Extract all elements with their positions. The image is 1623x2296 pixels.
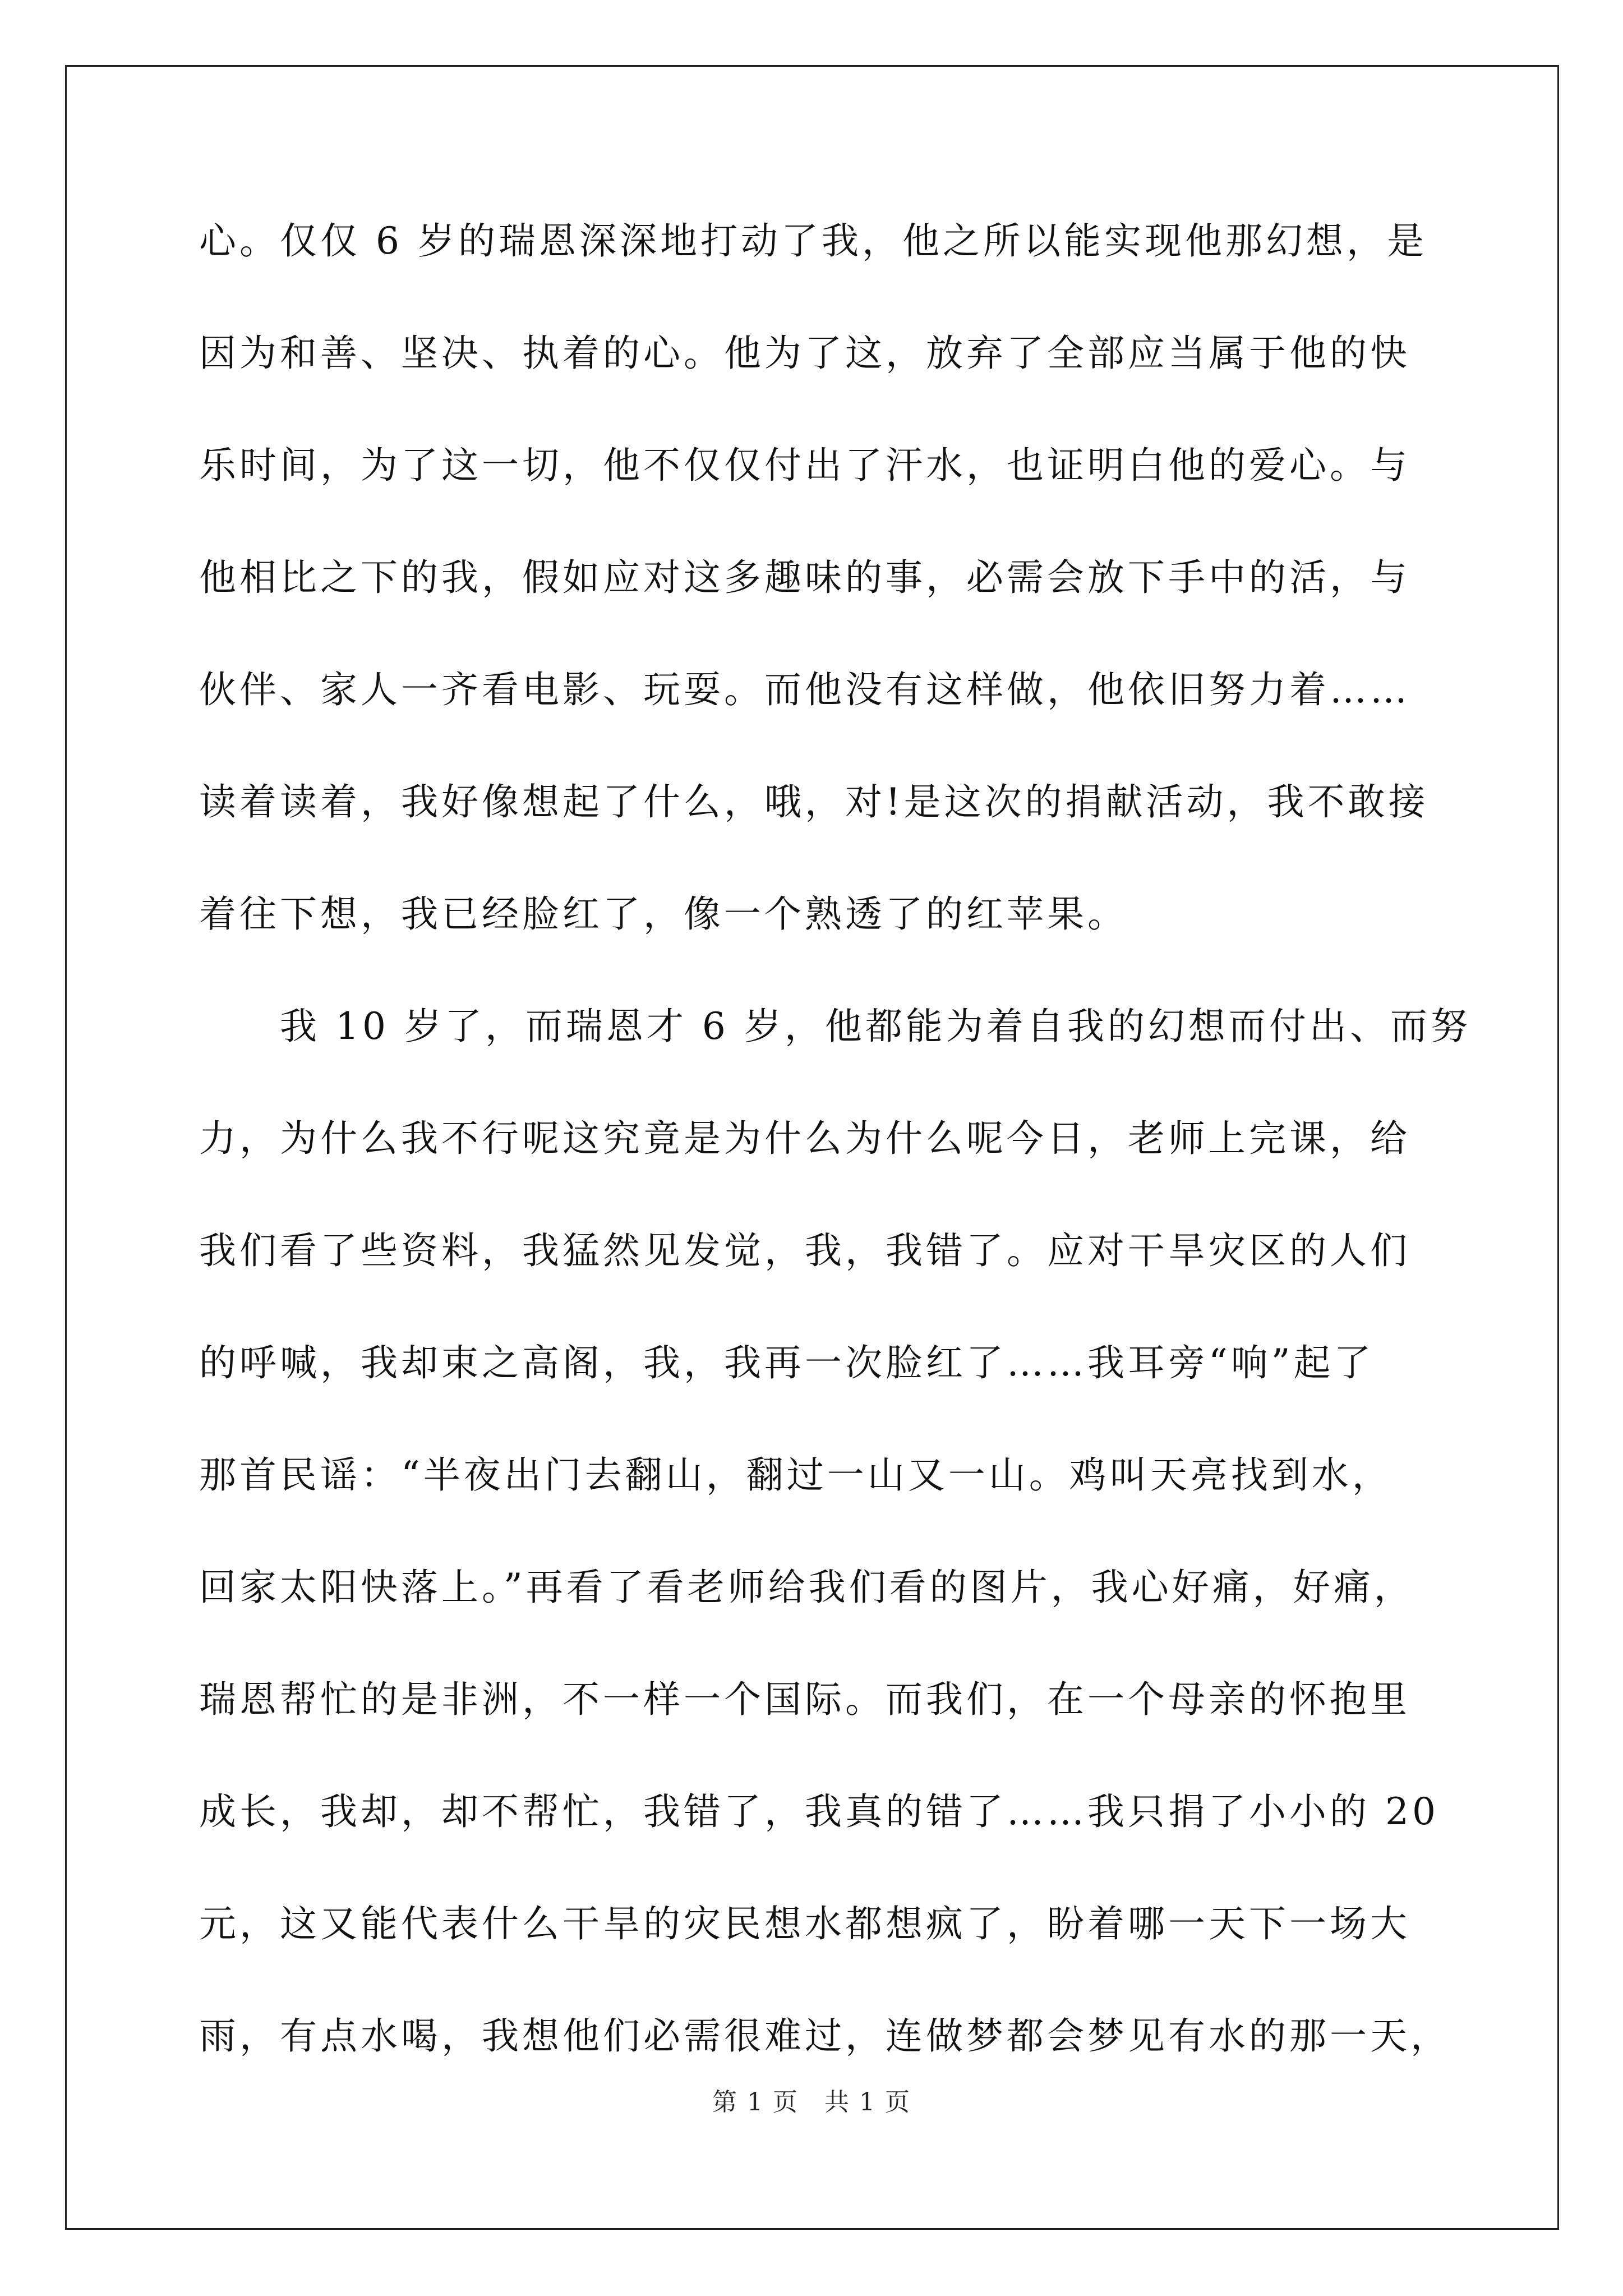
text-line: 的呼喊，我却束之高阁，我，我再一次脸红了……我耳旁“响”起了 <box>199 1341 1375 1384</box>
text-line: 雨，有点水喝，我想他们必需很难过，连做梦都会梦见有水的那一天， <box>199 2014 1451 2058</box>
page-number-footer: 第 1 页 共 1 页 <box>712 2088 911 2116</box>
text-line: 着往下想，我已经脸红了，像一个熟透了的红苹果。 <box>199 892 1128 936</box>
text-line: 乐时间，为了这一切，他不仅仅付出了汗水，也证明白他的爱心。与 <box>199 444 1410 487</box>
text-line: 力，为什么我不行呢这究竟是为什么为什么呢今日，老师上完课，给 <box>199 1117 1410 1160</box>
text-line: 他相比之下的我，假如应对这多趣味的事，必需会放下手中的活，与 <box>199 556 1410 599</box>
text-line: 元，这又能代表什么干旱的灾民想水都想疯了，盼着哪一天下一场大 <box>199 1902 1410 1945</box>
text-line: 那首民谣：“半夜出门去翻山，翻过一山又一山。鸡叫天亮找到水， <box>199 1453 1393 1497</box>
text-line: 因为和善、坚决、执着的心。他为了这，放弃了全部应当属于他的快 <box>199 332 1410 375</box>
text-line: 读着读着，我好像想起了什么，哦，对!是这次的捐献活动，我不敢接 <box>199 780 1429 823</box>
text-line: 伙伴、家人一齐看电影、玩耍。而他没有这样做，他依旧努力着…… <box>199 668 1410 711</box>
text-line: 成长，我却，却不帮忙，我错了，我真的错了……我只捐了小小的 20 <box>199 1790 1439 1833</box>
text-line: 瑞恩帮忙的是非洲，不一样一个国际。而我们，在一个母亲的怀抱里 <box>199 1678 1410 1721</box>
text-line: 心。仅仅 6 岁的瑞恩深深地打动了我，他之所以能实现他那幻想，是 <box>199 219 1427 263</box>
text-line: 回家太阳快落上。”再看了看老师给我们看的图片，我心好痛，好痛， <box>199 1566 1414 1609</box>
text-line: 我们看了些资料，我猛然见发觉，我，我错了。应对干旱灾区的人们 <box>199 1229 1410 1272</box>
paragraph-start-line: 我 10 岁了，而瑞恩才 6 岁，他都能为着自我的幻想而付出、而努 <box>199 1005 1471 1048</box>
